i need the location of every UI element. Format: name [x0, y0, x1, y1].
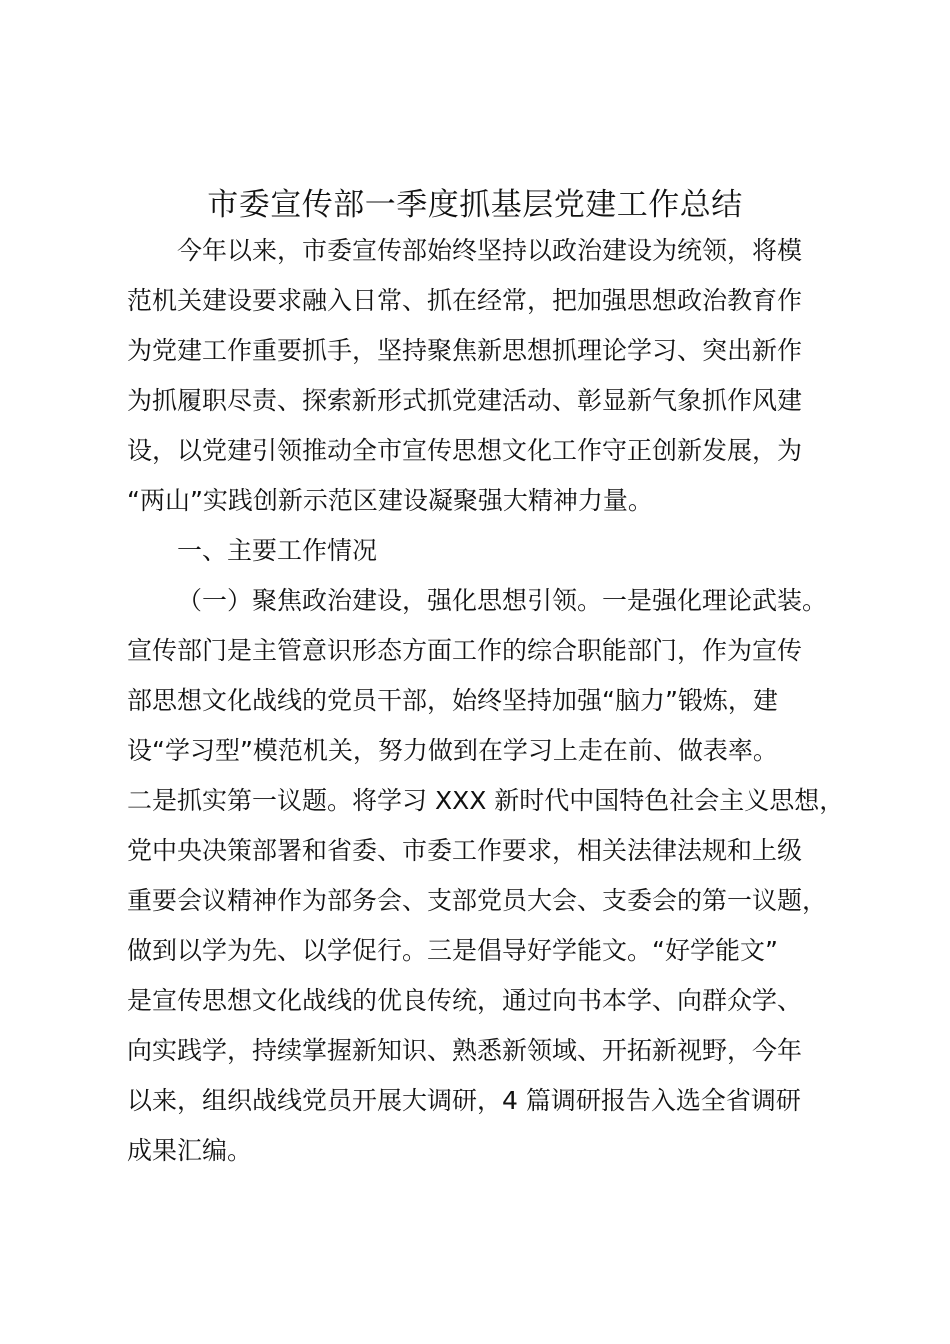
paragraph-line: 设，以党建引领推动全市宣传思想文化工作守正创新发展，为: [127, 436, 803, 465]
paragraph-line: （一）聚焦政治建设，强化思想引领。一是强化理论武装。: [177, 586, 828, 615]
paragraph-line: 设“学习型”模范机关，努力做到在学习上走在前、做表率。: [127, 736, 778, 765]
paragraph-line: 向实践学，持续掌握新知识、熟悉新领域、开拓新视野，今年: [127, 1036, 803, 1065]
paragraph-line: 为抓履职尽责、探索新形式抓党建活动、彰显新气象抓作风建: [127, 386, 803, 415]
document-title: 市委宣传部一季度抓基层党建工作总结: [207, 187, 743, 223]
paragraph-line: 是宣传思想文化战线的优良传统，通过向书本学、向群众学、: [127, 986, 803, 1015]
paragraph-line: 宣传部门是主管意识形态方面工作的综合职能部门，作为宣传: [127, 636, 803, 665]
paragraph-line: “两山”实践创新示范区建设凝聚强大精神力量。: [127, 486, 653, 515]
paragraph-line: 二是抓实第一议题。将学习 XXX 新时代中国特色社会主义思想，: [127, 786, 845, 815]
section-heading: 一、主要工作情况: [177, 536, 378, 565]
document-body: [127, 226, 859, 1176]
paragraph-line: 成果汇编。: [127, 1136, 253, 1165]
paragraph-line: 部思想文化战线的党员干部，始终坚持加强“脑力”锻炼，建: [127, 686, 778, 715]
paragraph-line: 重要会议精神作为部务会、支部党员大会、支委会的第一议题，: [127, 886, 828, 915]
paragraph-line: 做到以学为先、以学促行。三是倡导好学能文。“好学能文”: [127, 936, 778, 965]
paragraph-line: 范机关建设要求融入日常、抓在经常，把加强思想政治教育作: [127, 286, 803, 315]
paragraph-line: 为党建工作重要抓手，坚持聚焦新思想抓理论学习、突出新作: [127, 336, 803, 365]
paragraph-line: 党中央决策部署和省委、市委工作要求，相关法律法规和上级: [127, 836, 803, 865]
paragraph-line: 以来，组织战线党员开展大调研，4 篇调研报告入选全省调研: [127, 1086, 801, 1115]
paragraph-line: 今年以来，市委宣传部始终坚持以政治建设为统领，将模: [177, 236, 803, 265]
